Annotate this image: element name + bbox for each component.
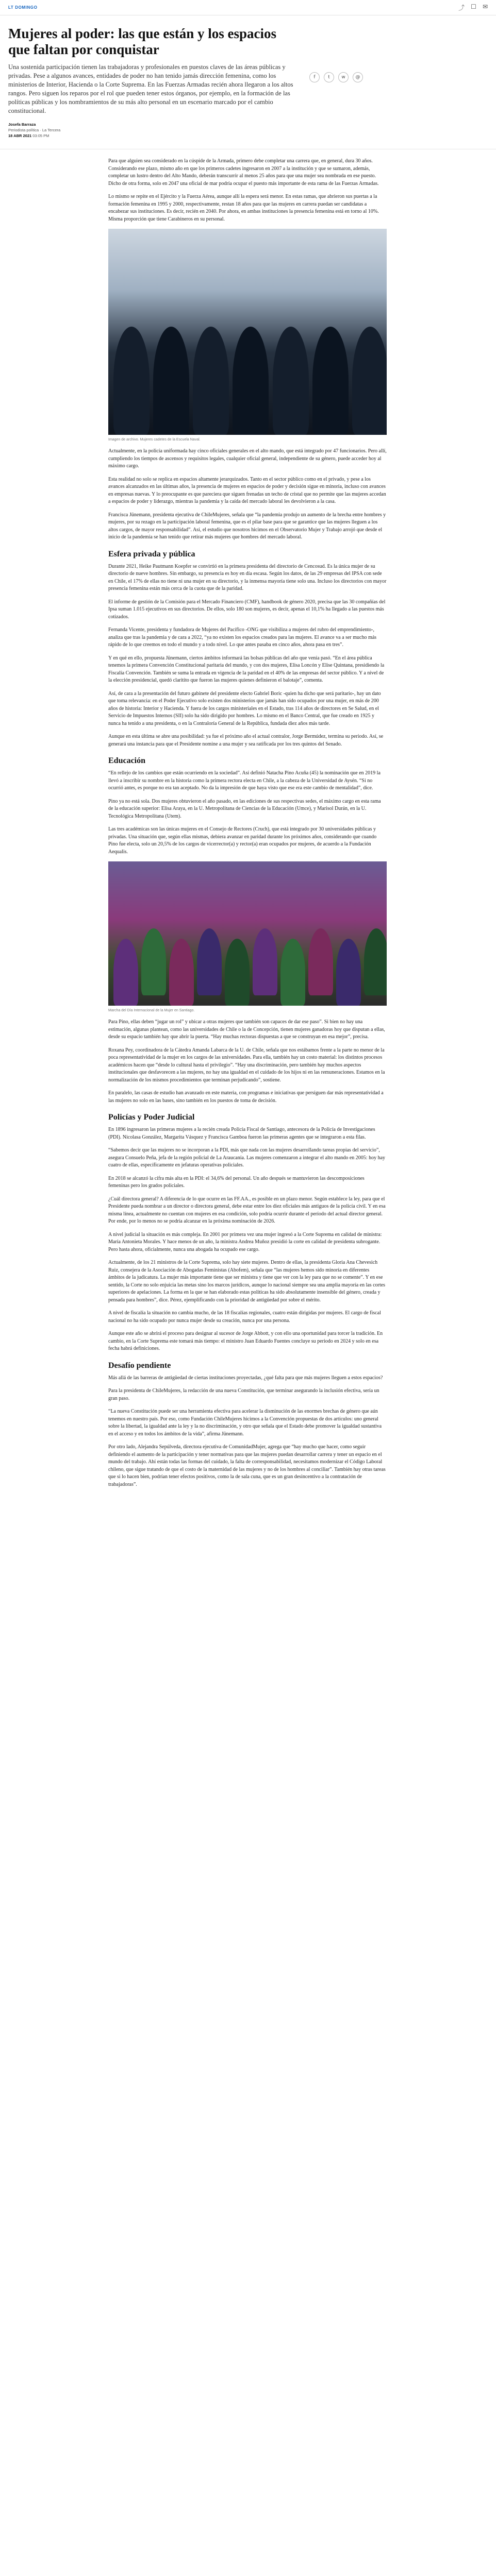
photo-figure [273,327,309,435]
article-paragraph: Roxana Pey, coordinadora de la Cátedra Amanda Labarca de la U. de Chile, señala que nos estábamos frente a la parte no menor de la poca representatividad de la mujer en los cargos de las universidades. Para ella, también hay un costo material: los distintos procesos académicos hacen que “desde lo cultural hasta el privilegio”. “Hay una discriminación, pero también hay muchos aspectos institucionales que desfavorecen a las mujeres, no hay una igualdad en el cuidado de los hijos ni en las remuneraciones. Estamos en la normalización de los mismos procedimientos que terminan perjudicando”, sostiene. [108,1047,385,1083]
navy-officers-photo [108,229,387,435]
top-bar [0,0,496,15]
article-paragraph: En 2018 se alcanzó la cifra más alta en la PDI: el 34,6% del personal. Un año después se mantuvieron las descomposiciones femeninas pero los grados policiales. [108,1175,365,1189]
article-paragraph: Actualmente, en la policía uniformada hay cinco oficiales generales en el alto mando, que está integrado por 47 funcionarios. Pero allí, cumpliendo los tiempos de ascensos y requisitos legales, cualquier oficial general, independiente de su género, puede acceder hoy al máximo cargo. [108,448,387,469]
article-paragraph: Esta realidad no solo se replica en espacios altamente jerarquizados. Tanto en el sector público como en el privado, y pese a los avances alcanzados en las últimas años, la presencia de mujeres en espacios de poder y decisión sigue en minoría, incluso con avances en empresas nuevas. Y lo preocupante es que pareciera que siguen frenadas un techo de cristal que no permite que las mujeres accedan a espacios de poder y liderazgo, mientras la pandemia y la caída del mercado laboral les devolvieron a la casa. [108,476,386,504]
comment-icon[interactable]: ✉ [482,3,488,10]
author-name[interactable]: Josefa Barraza [8,122,36,127]
article-paragraph: El informe de gestión de la Comisión para el Mercado Financiero (CMF), handbook de género 2020, precisa que las 30 compañías del Ipsa suman 1.015 ejecutivos en sus directorios. De ellos, solo 180 son mujeres, es decir, apenas el 10,1% ha llegado a las puestos más cotizados. [108,599,386,620]
photo-caption: Imagen de archivo. Mujeres cadetes de la Escuela Naval. [108,438,201,442]
article-header [0,15,305,139]
article-paragraph: Y en qué en ello, propuesta Jünemann, ciertos ámbitos informará las bolsas públicas del año que venía pasó. “En el área pública tenemos la primera Convención Constitucional paritaria del mundo, y con dos mujeres, Elisa Loncón y Elise Quintana, presidiendo la Fiscalía Convención. También se suma la entrada en vigencia de la paridad en el 40% de las empresas del sector público. Y a nivel de la elección presidencial, quedó claritito que fueron las mujeres quienes definieron el balotaje”, comenta. [108,655,385,683]
article-paragraph: Las tres académicas son las únicas mujeres en el Consejo de Rectores (Cruch), que está integrado por 30 universidades públicas y privadas. Una situación que, según ellas mismas, debiera avanzar en paridad durante los próximos años, considerando que cuando Pino fue electa, solo un 20,5% de los cargos de vicerrector(a) y rector(a) eran ocupados por mujeres, de acuerdo a la Fundación Aequalis. [108,826,377,855]
section-heading: Policías y Poder Judicial [108,1113,195,1122]
article-paragraph: Actualmente, de los 21 ministros de la Corte Suprema, solo hay siete mujeres. Dentro de ellas, la presidenta Gloria Ana Chevesich Ruiz, consejera de la Asociación de Abogadas Feministas (Abofem), señala que “las mujeres hemos sido minoría en diferentes ámbitos de la judicatura. La mujer más importante tiene que ser ministra y tiene que ver con la ley para que no se comente”. Y en ese sentido, la Corte no solo enjuicia las metas sino los marcos jurídicos, aunque lo nacional siempre sea una amplia mayoría en las cortes superiores de apelaciones. La forma en la que se han elaborado estas políticas ha sido absolutamente insensible del género, creada y pensada para hombres”, dice. Pérez, ejemplificando con la prioridad de antigüedad por sobre el mérito. [108,1260,386,1303]
photo-figure [312,327,349,435]
article-paragraph: “Sabemos decir que las mujeres no se incorporan a la PDI, más que nada con las mujeres desarrollando tareas propias del servicio”, asegura Consuelo Peña, jefa de la región policial de La Araucanía. Las mujeres comenzaron a integrar el alto mando en 2005: hoy hay cuatro de ellas, específicamente en jefaturas operativas policiales. [108,1147,386,1168]
photo-figure [141,928,166,995]
article-paragraph: A nivel de fiscalía la situación no cambia mucho, de las 18 fiscalías regionales, cuatro están dirigidas por mujeres. El cargo de fiscal nacional no ha sido ocupado por nunca mujer desde su creación, nunca por una persona. [108,1310,381,1324]
whatsapp-share-button[interactable]: w [338,72,349,82]
photo-figure [308,928,333,995]
photo-figure [169,939,194,1006]
headline: Mujeres al poder: las que están y los espacios que faltan por conquistar [8,26,276,57]
share-buttons [309,72,363,82]
article-paragraph: A nivel judicial la situación es más compleja. En 2001 por primera vez una mujer ingresó a la Corte Suprema en calidad de ministra: María Antonieta Morales. Y hace menos de un año, la ministra Andrea Muñoz presidió la corte en calidad de presidenta subrogante. Pero hasta ahora, oficialmente, nunca una abogada ha ocupado ese cargo. [108,1231,382,1252]
article-paragraph: Para la presidenta de ChileMujeres, la redacción de una nueva Constitución, que terminar asegurando la inclusión efectiva, sería un gran paso. [108,1388,379,1401]
article-paragraph: Francisca Jünemann, presidenta ejecutiva de ChileMujeres, señala que “la pandemia produjo un aumento de la brecha entre hombres y mujeres, por su rezago en la participación laboral femenina, que es el pilar base para que se garantice que las mujeres lleguen a los altos cargos, de mayor responsabilidad”. Así, el estudio que nosotros hicimos en el Observatorio Mujer y Trabajo arrojó que desde el inicio de la pandemia se han tenido que retirar más mujeres que hombres del mercado laboral. [108,512,386,540]
article-body [108,149,387,1488]
article-paragraph: ¿Cuál directora general? A diferencia de lo que ocurre en las FF.AA., es posible en un plazo menor. Según establece la ley, para que el Presidente pueda nombrar a un director o directora general, debe estar entre los diez oficiales más antiguos de la policía civil. Y en esa misma línea, actualmente no cuentan con mujeres en esa condición, solo podría ocurrir durante el período del actual director general. Por ende, por lo menos no se podría alcanzar en la próxima nominación de 2026. [108,1196,386,1224]
article-paragraph: Más allá de las barreras de antigüedad de ciertas instituciones proyectadas, ¿qué falta para que más mujeres lleguen a estos espacios? [108,1375,383,1381]
article-paragraph: Aunque en esta última se abre una posibilidad: ya fue el próximo año el actual contralor, Jorge Bermúdez, termina su periodo. Así, se generará una instancia para que el Presidente nomine a una mujer y sea ratificada por los tres quintos del Senado. [108,734,384,747]
facebook-share-button[interactable]: f [309,72,320,82]
article-paragraph: Para que alguien sea considerado en la cúspide de la Armada, primero debe completar una carrera que, en general, dura 30 años. Considerando ese plazo, mismo año en que los primeros cadetes ingresaron en 2007 a la institución y que se sumaron, además, completar un lustro dentro del Alto Mando, deberán transcurrir al menos 25 años para que una mujer sea nombrada en ese puesto. Dicho de otra forma, solo en 2047 una oficial de mar podría ocupar el puesto más importante de esta rama de las Fuerzas Armadas. [108,158,379,187]
byline [8,122,297,139]
lede: Una sostenida participación tienen las trabajadoras y profesionales en puestos claves de las áreas públicas y privadas. Pese a algunos avances, entidades de poder no han tenido jamás dirección femenina, como los ministerios de Interior, Hacienda o la Corte Suprema. En las Fuerzas Armadas recién ahora llegaron a los altos rangos. Pero siguen los reparos por el rol que pueden tener estos órganos, por ejemplo, en la formación de las políticas públicas y los nombramientos de su más alto personal en un escenario marcado por el cambio constitucional. [8,63,293,114]
article-paragraph: Lo mismo se repite en el Ejército y la Fuerza Aérea, aunque allí la espera será menor. En estas ramas, que abrieron sus puertas a la formación femenina en 1995 y 2000, respectivamente, restan 18 años para que las mujeres en carrera puedan ser candidatas a encabezar sus instituciones. Es decir, recién en 2040. Por ahora, en ambas instituciones la presencia femenina está en torno al 10%. Misma proporción que tiene Carabineros en su personal. [108,194,379,222]
photo-figure [280,939,305,1006]
twitter-share-button[interactable]: t [324,72,334,82]
share-icon[interactable]: ⤴ [458,4,465,11]
photo-figure [225,939,250,1006]
photo-figure [336,939,361,1006]
publish-time: 03:05 PM [32,133,49,138]
bookmark-icon[interactable]: ☐ [471,3,476,10]
article-paragraph: Pino ya no está sola. Dos mujeres obtuvieron el año pasado, en las ediciones de sus respectivas sedes, el máximo cargo en esta rama de la educación superior: Elisa Araya, en la U. Metropolitana de Ciencias de la Educación (Umce), y Marisol Durán, en la U. Tecnológica Metropolitana (Utem). [108,798,381,819]
article-paragraph: Durante 2021, Heike Pautmann Koepfer se convirtió en la primera presidenta del directorio de Cencosud. Es la única mujer de su directorio de nueve hombres. Sin embargo, su presencia es hoy en día escasa. Según los datos, de las 29 empresas del IPSA con sede en Chile, el 17% de ellas no tiene ni una mujer en su directorio, y la inmensa mayoría tiene solo una. Incluso los directorios con mayor presencia femenina están más cerca de la cuota que de la paridad. [108,563,387,591]
email-share-button[interactable]: @ [353,72,363,82]
photo-figure [193,327,229,435]
section-label[interactable]: LT DOMINGO [8,5,38,10]
article-paragraph: Para Pino, ellas deben “jugar un rol” y ubicar a otras mujeres que también son capaces de dar ese paso”. Si bien no hay una estimación, algunas plantean, como las universidades de Chile o la de Concepción, tienen mujeres ganadoras hoy que disputan a ellas, desde su espacio también hay que abrir la puerta. “Hay muchas rectoras dispuestas a que se construyan en esa mejor”, precisa. [108,1019,385,1040]
article-paragraph: Por otro lado, Alejandra Sepúlveda, directora ejecutiva de ComunidadMujer, agrega que “hay mucho que hacer, como seguir definiendo el aumento de la participación y tener normativas para que las mujeres puedan desarrollar carrera y tener un espacio en el mundo del trabajo. Ahí están todas las formas del cuidado, la falta de corresponsabilidad, necesitamos modernizar el Código Laboral chileno, que sigue tratando de que el costo de la maternidad de las mujeres y no de los hombres al conciliar”. También hay otras tareas que si lo hacen bien, podrían tener efectos positivos, como la de sala cuna, que es un gran desincentivo a la contratación de trabajadoras”. [108,1444,386,1487]
section-heading: Educación [108,756,146,765]
topbar-icons [458,3,488,12]
section-heading: Esfera privada y pública [108,549,195,558]
article-paragraph: Fernanda Vicente, presidenta y fundadora de Mujeres del Pacífico -ONG que visibiliza a mujeres del rubro del emprendimiento-, analiza que tras la pandemia y de cara a 2022, “ya no existen los espacios creados para las mujeres. El avance va a ser mucho más rápido de lo que creemos en todo el mundo y a todo nivel. Lo que antes pasaba en cinco años, ahora pasa en tres”. [108,627,377,648]
photo-figure [233,327,269,435]
photo-figure [253,928,277,995]
article-paragraph: “En rellejo de los cambios que están ocurriendo en la sociedad”. Así definió Natacha Pino Acuña (45) la nominación que en 2019 la llevó a inscribir su nombre en la historia como la primera rectora electa en Chile, a la cabeza de la Universidad de Aysén. “Si no ocurrió antes, es porque no era tan aceptado. No da la impresión de que haya visto que ese era este cambio de mentalidad”, dice. [108,770,381,791]
photo-figure [113,327,150,435]
article-paragraph: “La nueva Constitución puede ser una herramienta efectiva para acelerar la disminución de las enormes brechas de género que aún tenemos en nuestro país. Por eso, como Fundación ChileMujeres hicimos a la Convención propuestas de dos artículos: uno general sobre la libertad, la igualdad ante la ley y la no discriminación, y otro que señala que el Estado debe promover la igualdad sustantiva en el acceso y en todos los ámbitos de la vida”, afirma Jünemann. [108,1409,382,1437]
photo-caption: Marcha del Día Internacional de la Mujer en Santiago. [108,1009,195,1012]
photo-figure [197,928,222,995]
article-paragraph: En paralelo, las casas de estudio han avanzado en este materia, con programas e iniciativas que persiguen dar más representatividad a las mujeres no solo en las bases, sino también en los puestos de toma de decisión. [108,1090,384,1104]
section-heading: Desafío pendiente [108,1361,171,1370]
article-paragraph: En 1896 ingresaron las primeras mujeres a la recién creada Policía Fiscal de Santiago, antecesora de la Policía de Investigaciones (PDI). Nicolasa González, Margarita Vásquez y Francisca Gamboa fueron las primeras agentes que se integraron a esta filas. [108,1127,375,1140]
photo-figure [113,939,138,1006]
photo-figure [153,327,189,435]
photo-figure [364,928,387,995]
author-role: Periodista política · La Tercera [8,128,61,132]
photo-figure [352,327,387,435]
article-paragraph: Aunque este año se abrirá el proceso para designar al sucesor de Jorge Abbott, y con ello una oportunidad para torcer la tradición. En cambio, en la Corte Suprema este tomará más tiempo: el ministro Juan Eduardo Fuentes concluye su periodo en 2024 y solo en esa fecha habrá definiciones. [108,1331,383,1351]
publish-date: 18 ABR 2021 [8,133,32,138]
article-paragraph: Así, de cara a la presentación del futuro gabinete del presidente electo Gabriel Boric -quien ha dicho que será paritario-, hay un dato que toma relevancia: en el Poder Ejecutivo solo existen dos ministerios que jamás han sido ocupados por una mujer, en más de 200 años de historia: Interior y Hacienda. Y fuera de los cargos ministeriales en el Estado, tras 114 años de directores en Se Salud, en el Servicio de Impuestos Internos (SII) solo ha sido dirigido por hombres. Lo mismo en el Banco Central, que fue creado en 1925 y nunca ha tenido a una presidenta, o en la Contraloría General de la República, fundada diez años más tarde. [108,690,381,726]
womens-march-photo [108,861,387,1006]
